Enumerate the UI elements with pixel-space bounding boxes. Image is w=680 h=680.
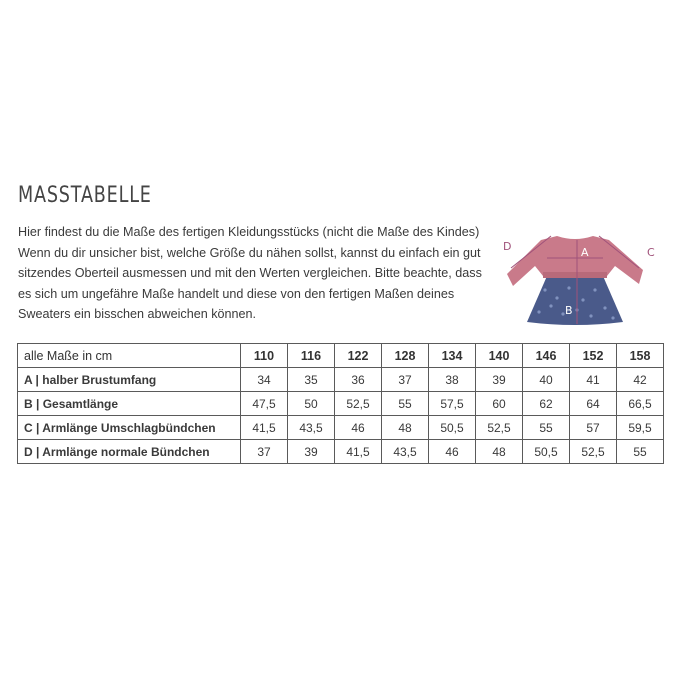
size-table	[17, 343, 664, 464]
table-cell: 57	[570, 416, 617, 440]
table-cell: 55	[523, 416, 570, 440]
table-cell: 50	[288, 392, 335, 416]
table-cell: 40	[523, 368, 570, 392]
skirt-shape	[527, 276, 623, 325]
size-header: 158	[617, 344, 664, 368]
size-header: 110	[241, 344, 288, 368]
intro-text: Hier findest du die Maße des fertigen Kleidungsstücks (nicht die Maße des Kindes) Wenn du dir unsicher bist, welche Größe du nähen sollst, kannst du einfach ein gut sitzendes Oberteil ausmessen und mit den Werten vergleichen. Bitte beachte, dass es sich um ungefähre Maße handelt und diese von den fertigen Maßen deines Sweaters ein bisschen abweichen können.	[18, 225, 482, 321]
table-cell: 39	[288, 440, 335, 464]
size-header: 122	[335, 344, 382, 368]
size-header: 146	[523, 344, 570, 368]
row-label: B | Gesamtlänge	[18, 392, 241, 416]
table-cell: 47,5	[241, 392, 288, 416]
row-label: A | halber Brustumfang	[18, 368, 241, 392]
table-cell: 41,5	[241, 416, 288, 440]
table-cell: 41,5	[335, 440, 382, 464]
waistband-shape	[543, 272, 607, 278]
table-cell: 50,5	[523, 440, 570, 464]
figure-label-d: D	[503, 240, 512, 253]
table-row	[18, 368, 664, 392]
table-cell: 48	[382, 416, 429, 440]
size-header: 134	[429, 344, 476, 368]
table-cell: 60	[476, 392, 523, 416]
sweater-illustration	[505, 228, 665, 328]
row-label: D | Armlänge normale Bündchen	[18, 440, 241, 464]
table-header-row	[18, 344, 664, 368]
table-cell: 59,5	[617, 416, 664, 440]
table-cell: 42	[617, 368, 664, 392]
size-header: 152	[570, 344, 617, 368]
figure-label-c: C	[647, 246, 655, 259]
table-cell: 57,5	[429, 392, 476, 416]
page-title: MASSTABELLE	[18, 183, 152, 208]
table-header-label: alle Maße in cm	[18, 344, 241, 368]
table-row	[18, 392, 664, 416]
table-cell: 48	[476, 440, 523, 464]
table-cell: 46	[335, 416, 382, 440]
figure-label-b: B	[565, 304, 573, 317]
table-cell: 66,5	[617, 392, 664, 416]
table-cell: 34	[241, 368, 288, 392]
table-cell: 38	[429, 368, 476, 392]
table-cell: 52,5	[335, 392, 382, 416]
table-cell: 35	[288, 368, 335, 392]
table-cell: 62	[523, 392, 570, 416]
table-cell: 37	[241, 440, 288, 464]
table-cell: 41	[570, 368, 617, 392]
table-row	[18, 416, 664, 440]
table-cell: 55	[617, 440, 664, 464]
table-cell: 52,5	[570, 440, 617, 464]
table-cell: 55	[382, 392, 429, 416]
table-cell: 37	[382, 368, 429, 392]
table-cell: 46	[429, 440, 476, 464]
size-header: 116	[288, 344, 335, 368]
table-cell: 52,5	[476, 416, 523, 440]
size-header: 128	[382, 344, 429, 368]
size-header: 140	[476, 344, 523, 368]
row-label: C | Armlänge Umschlagbündchen	[18, 416, 241, 440]
table-cell: 64	[570, 392, 617, 416]
table-cell: 43,5	[288, 416, 335, 440]
table-cell: 36	[335, 368, 382, 392]
table-cell: 50,5	[429, 416, 476, 440]
table-cell: 43,5	[382, 440, 429, 464]
table-cell: 39	[476, 368, 523, 392]
figure-label-a: A	[581, 246, 589, 259]
table-row	[18, 440, 664, 464]
